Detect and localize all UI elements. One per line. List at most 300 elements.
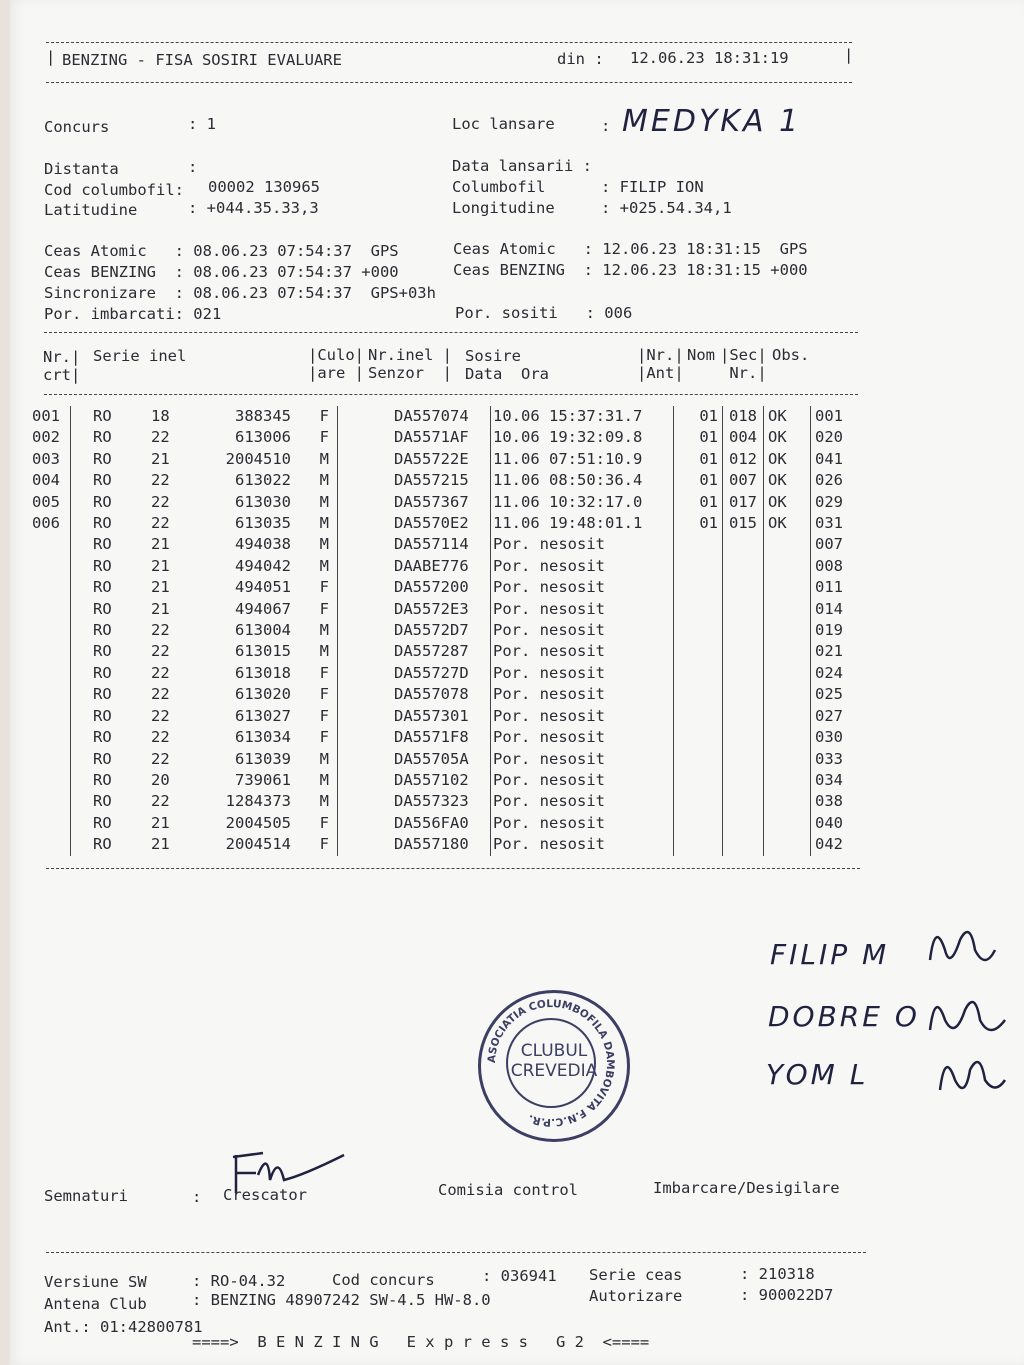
ceas-benzing-end: Ceas BENZING : 12.06.23 18:31:15 +000 bbox=[453, 261, 808, 279]
table-row bbox=[32, 427, 865, 448]
cell-senzor: DA557102 bbox=[338, 770, 491, 791]
table-row bbox=[32, 834, 865, 855]
benzing-express-banner: ====> B E N Z I N G E x p r e s s G 2 <==== bbox=[192, 1333, 650, 1351]
cell-senzor: DA5572E3 bbox=[338, 599, 491, 620]
cell-obs: 008 bbox=[811, 556, 866, 577]
cell-an: 22 bbox=[151, 621, 170, 640]
divider-line bbox=[46, 868, 860, 869]
concurs-label: Concurs bbox=[44, 118, 110, 136]
cell-sosire: 10.06 19:32:09.8 bbox=[491, 427, 674, 448]
cell-nom bbox=[723, 834, 764, 855]
cell-sosire: Por. nesosit bbox=[491, 534, 674, 555]
cell-sec bbox=[764, 534, 811, 555]
col-nr-crt-header: Nr.| crt| bbox=[43, 348, 81, 384]
table-row bbox=[32, 641, 865, 662]
cod-columbofil-value: 00002 130965 bbox=[208, 178, 320, 196]
ceas-benzing-start: Ceas BENZING : 08.06.23 07:54:37 +000 bbox=[44, 263, 399, 281]
cell-an: 22 bbox=[151, 749, 170, 768]
cell-cul: F bbox=[319, 706, 329, 725]
cell-inel: 613006 bbox=[235, 428, 291, 447]
results-table bbox=[32, 406, 865, 856]
cell-sec bbox=[764, 684, 811, 705]
cell-ant bbox=[674, 749, 723, 770]
serie-ceas-label: Serie ceas bbox=[589, 1266, 683, 1284]
cell-nom bbox=[723, 727, 764, 748]
cell-an: 21 bbox=[151, 813, 170, 832]
cell-obs: 026 bbox=[811, 470, 866, 491]
loc-lansare-colon: : bbox=[601, 117, 611, 135]
cod-concurs-label: Cod concurs bbox=[332, 1271, 435, 1289]
semnaturi-colon: : bbox=[192, 1188, 202, 1206]
cell-obs: 014 bbox=[811, 599, 866, 620]
cell-sec bbox=[764, 556, 811, 577]
table-row bbox=[32, 663, 865, 684]
cell-sec bbox=[764, 620, 811, 641]
divider-line bbox=[46, 82, 852, 83]
col-ant-header: |Nr.| |Ant| bbox=[637, 346, 684, 382]
cell-cul: M bbox=[319, 749, 329, 768]
cell-senzor: DA55705A bbox=[338, 749, 491, 770]
cell-obs: 042 bbox=[811, 834, 866, 855]
divider-line bbox=[44, 394, 858, 395]
cell-nom bbox=[723, 534, 764, 555]
cell-senzor: DA55727D bbox=[338, 663, 491, 684]
table-row bbox=[32, 513, 865, 534]
cell-inel: 613027 bbox=[235, 706, 291, 725]
table-row bbox=[32, 749, 865, 770]
cell-tara: RO bbox=[71, 427, 144, 448]
cell-senzor: DA557114 bbox=[338, 534, 491, 555]
cell-sec: OK bbox=[764, 513, 811, 534]
imbarcare-desigilare-label: Imbarcare/Desigilare bbox=[653, 1179, 840, 1197]
header-din-label: din : bbox=[557, 50, 604, 68]
cell-ant: 01 bbox=[674, 513, 723, 534]
cell-obs: 011 bbox=[811, 577, 866, 598]
cell-cul: F bbox=[319, 663, 329, 682]
cell-nr bbox=[32, 663, 71, 684]
crescator-label: Crescator bbox=[223, 1186, 307, 1204]
cell-inel: 613004 bbox=[235, 621, 291, 640]
cell-senzor: DA557287 bbox=[338, 641, 491, 662]
cell-inel: 739061 bbox=[235, 770, 291, 789]
concurs-value: : 1 bbox=[188, 115, 216, 133]
cell-cul: F bbox=[319, 428, 329, 447]
cell-sec bbox=[764, 749, 811, 770]
cod-concurs-value: : 036941 bbox=[482, 1267, 557, 1285]
cell-sosire: Por. nesosit bbox=[491, 577, 674, 598]
cell-cul: M bbox=[319, 556, 329, 575]
cell-an: 21 bbox=[151, 599, 170, 618]
cell-tara: RO bbox=[71, 813, 144, 834]
cell-tara: RO bbox=[71, 534, 144, 555]
cell-sosire: Por. nesosit bbox=[491, 749, 674, 770]
cell-sosire: 11.06 19:48:01.1 bbox=[491, 513, 674, 534]
ceas-atomic-end: Ceas Atomic : 12.06.23 18:31:15 GPS bbox=[453, 240, 808, 258]
cell-senzor: DA556FA0 bbox=[338, 813, 491, 834]
stamp-outer-text: ASOCIATIA COLUMBOFILA DAMBOVITA F.N.C.P.R. bbox=[485, 997, 617, 1129]
loc-lansare-label: Loc lansare bbox=[452, 115, 555, 133]
cell-inel: 494042 bbox=[235, 556, 291, 575]
versiune-sw-value: : RO-04.32 bbox=[192, 1272, 286, 1290]
porumbei-imbarcati: Por. imbarcati: 021 bbox=[44, 305, 222, 323]
handwritten-note-3: YOM L bbox=[766, 1058, 869, 1091]
handwritten-note-1: FILIP M bbox=[770, 938, 890, 971]
cod-columbofil-label: Cod columbofil: bbox=[44, 181, 184, 199]
cell-tara: RO bbox=[71, 834, 144, 855]
table-row bbox=[32, 534, 865, 555]
cell-nr bbox=[32, 599, 71, 620]
cell-ant bbox=[674, 770, 723, 791]
cell-an: 22 bbox=[151, 471, 170, 490]
comisia-control-label: Comisia control bbox=[438, 1181, 578, 1199]
cell-tara: RO bbox=[71, 620, 144, 641]
cell-inel: 2004514 bbox=[225, 835, 291, 854]
cell-nom: 004 bbox=[723, 427, 764, 448]
table-row bbox=[32, 599, 865, 620]
cell-cul: M bbox=[319, 535, 329, 554]
header-title: BENZING - FISA SOSIRI EVALUARE bbox=[62, 51, 342, 69]
cell-tara: RO bbox=[71, 684, 144, 705]
table-row bbox=[32, 684, 865, 705]
cell-inel: 2004505 bbox=[225, 813, 291, 832]
cell-nr: 003 bbox=[32, 449, 60, 468]
cell-cul: M bbox=[319, 792, 329, 811]
cell-nr bbox=[32, 577, 71, 598]
cell-nom: 012 bbox=[723, 449, 764, 470]
cell-inel: 2004510 bbox=[225, 449, 291, 468]
cell-ant bbox=[674, 834, 723, 855]
cell-an: 22 bbox=[151, 492, 170, 511]
cell-ant bbox=[674, 577, 723, 598]
data-lansarii-label: Data lansarii : bbox=[452, 157, 592, 175]
cell-tara: RO bbox=[71, 449, 144, 470]
cell-inel: 613035 bbox=[235, 514, 291, 533]
cell-ant: 01 bbox=[674, 449, 723, 470]
cell-ant bbox=[674, 727, 723, 748]
cell-sosire: Por. nesosit bbox=[491, 641, 674, 662]
cell-nr bbox=[32, 641, 71, 662]
cell-obs: 024 bbox=[811, 663, 866, 684]
cell-an: 21 bbox=[151, 835, 170, 854]
cell-sosire: Por. nesosit bbox=[491, 620, 674, 641]
cell-sec bbox=[764, 791, 811, 812]
cell-sec: OK bbox=[764, 470, 811, 491]
cell-obs: 038 bbox=[811, 791, 866, 812]
header-datetime: 12.06.23 18:31:19 bbox=[630, 49, 789, 67]
table-row bbox=[32, 449, 865, 470]
cell-senzor: DA557074 bbox=[338, 406, 491, 427]
table-row bbox=[32, 813, 865, 834]
cell-sec: OK bbox=[764, 449, 811, 470]
cell-senzor: DA557200 bbox=[338, 577, 491, 598]
cell-ant bbox=[674, 556, 723, 577]
cell-senzor: DAABE776 bbox=[338, 556, 491, 577]
cell-sec bbox=[764, 834, 811, 855]
table-row bbox=[32, 770, 865, 791]
table-row bbox=[32, 406, 865, 427]
cell-cul: M bbox=[319, 471, 329, 490]
stamp-line-1: CLUBUL bbox=[520, 1041, 588, 1061]
cell-sec bbox=[764, 641, 811, 662]
cell-obs: 033 bbox=[811, 749, 866, 770]
cell-cul: M bbox=[319, 642, 329, 661]
cell-senzor: DA5572D7 bbox=[338, 620, 491, 641]
cell-cul: M bbox=[319, 514, 329, 533]
cell-tara: RO bbox=[71, 492, 144, 513]
cell-ant bbox=[674, 641, 723, 662]
cell-ant bbox=[674, 684, 723, 705]
cell-ant bbox=[674, 813, 723, 834]
longitudine-value: : +025.54.34,1 bbox=[601, 199, 732, 217]
cell-ant: 01 bbox=[674, 427, 723, 448]
cell-senzor: DA557301 bbox=[338, 706, 491, 727]
table-row bbox=[32, 727, 865, 748]
cell-inel: 613039 bbox=[235, 749, 291, 768]
cell-sosire: Por. nesosit bbox=[491, 684, 674, 705]
cell-nom bbox=[723, 749, 764, 770]
cell-an: 22 bbox=[151, 685, 170, 704]
cell-obs: 027 bbox=[811, 706, 866, 727]
cell-inel: 494038 bbox=[235, 535, 291, 554]
porumbei-sositi: Por. sositi : 006 bbox=[455, 304, 633, 322]
cell-cul: F bbox=[319, 685, 329, 704]
cell-tara: RO bbox=[71, 599, 144, 620]
club-stamp bbox=[478, 990, 630, 1142]
versiune-sw-label: Versiune SW bbox=[44, 1273, 147, 1291]
handwritten-note-2: DOBRE O bbox=[768, 1000, 920, 1033]
cell-tara: RO bbox=[71, 770, 144, 791]
cell-tara: RO bbox=[71, 663, 144, 684]
cell-nr bbox=[32, 534, 71, 555]
cell-an: 21 bbox=[151, 535, 170, 554]
col-senzor-header: Nr.inel | Senzor | bbox=[368, 346, 452, 382]
cell-sec bbox=[764, 770, 811, 791]
cell-nr: 004 bbox=[32, 471, 60, 490]
cell-tara: RO bbox=[71, 470, 144, 491]
cell-nom: 015 bbox=[723, 513, 764, 534]
cell-inel: 388345 bbox=[235, 407, 291, 425]
cell-obs: 029 bbox=[811, 492, 866, 513]
cell-sosire: 11.06 10:32:17.0 bbox=[491, 492, 674, 513]
cell-sosire: Por. nesosit bbox=[491, 834, 674, 855]
table-row bbox=[32, 492, 865, 513]
cell-senzor: DA557215 bbox=[338, 470, 491, 491]
cell-senzor: DA557078 bbox=[338, 684, 491, 705]
cell-sec bbox=[764, 577, 811, 598]
cell-senzor: DA557323 bbox=[338, 791, 491, 812]
table-row bbox=[32, 470, 865, 491]
distanta-label: Distanta bbox=[44, 160, 119, 178]
cell-sosire: Por. nesosit bbox=[491, 599, 674, 620]
cell-nr: 005 bbox=[32, 492, 60, 511]
distanta-colon: : bbox=[188, 158, 198, 176]
cell-obs: 021 bbox=[811, 641, 866, 662]
cell-an: 21 bbox=[151, 556, 170, 575]
divider-line bbox=[44, 332, 858, 333]
cell-senzor: DA5571F8 bbox=[338, 727, 491, 748]
cell-cul: M bbox=[319, 621, 329, 640]
cell-inel: 494067 bbox=[235, 599, 291, 618]
autorizare-label: Autorizare bbox=[589, 1287, 683, 1305]
cell-nom bbox=[723, 556, 764, 577]
cell-inel: 613020 bbox=[235, 685, 291, 704]
table-row bbox=[32, 577, 865, 598]
ceas-atomic-start: Ceas Atomic : 08.06.23 07:54:37 GPS bbox=[44, 242, 399, 260]
cell-an: 22 bbox=[151, 728, 170, 747]
cell-ant: 01 bbox=[674, 470, 723, 491]
cell-an: 22 bbox=[151, 663, 170, 682]
cell-cul: F bbox=[319, 728, 329, 747]
cell-senzor: DA55722E bbox=[338, 449, 491, 470]
cell-tara: RO bbox=[71, 749, 144, 770]
cell-an: 21 bbox=[151, 449, 170, 468]
sincronizare: Sincronizare : 08.06.23 07:54:37 GPS+03h bbox=[44, 284, 436, 302]
cell-inel: 613030 bbox=[235, 492, 291, 511]
cell-tara: RO bbox=[71, 556, 144, 577]
cell-sosire: Por. nesosit bbox=[491, 727, 674, 748]
cell-sosire: 10.06 15:37:31.7 bbox=[491, 406, 674, 427]
cell-an: 22 bbox=[151, 792, 170, 811]
cell-cul: F bbox=[319, 835, 329, 854]
cell-ant bbox=[674, 791, 723, 812]
cell-nr bbox=[32, 684, 71, 705]
cell-nr bbox=[32, 556, 71, 577]
cell-ant bbox=[674, 706, 723, 727]
stamp-line-2: CREVEDIA bbox=[510, 1061, 598, 1081]
antena-club-label: Antena Club bbox=[44, 1295, 147, 1313]
cell-nom: 007 bbox=[723, 470, 764, 491]
cell-nom bbox=[723, 684, 764, 705]
header-pipe-right: | bbox=[844, 46, 854, 64]
antena-id: Ant.: 01:42800781 bbox=[44, 1318, 203, 1336]
cell-senzor: DA5571AF bbox=[338, 427, 491, 448]
cell-obs: 040 bbox=[811, 813, 866, 834]
cell-nom bbox=[723, 706, 764, 727]
cell-sosire: Por. nesosit bbox=[491, 813, 674, 834]
col-obs-header: Obs. bbox=[772, 346, 810, 364]
cell-obs: 041 bbox=[811, 449, 866, 470]
cell-inel: 1284373 bbox=[225, 792, 291, 811]
cell-sosire: Por. nesosit bbox=[491, 663, 674, 684]
cell-cul: F bbox=[319, 407, 329, 425]
columbofil-label: Columbofil bbox=[452, 178, 546, 196]
col-nom-header: Nom bbox=[687, 346, 715, 364]
cell-nom bbox=[723, 791, 764, 812]
cell-nom bbox=[723, 663, 764, 684]
cell-nr bbox=[32, 813, 71, 834]
cell-obs: 001 bbox=[811, 406, 866, 427]
cell-sec bbox=[764, 599, 811, 620]
cell-ant bbox=[674, 620, 723, 641]
table-row bbox=[32, 556, 865, 577]
cell-nr: 002 bbox=[32, 428, 60, 447]
cell-an: 22 bbox=[151, 706, 170, 725]
cell-an: 21 bbox=[151, 578, 170, 597]
cell-tara: RO bbox=[71, 791, 144, 812]
cell-nom bbox=[723, 577, 764, 598]
cell-nom bbox=[723, 599, 764, 620]
cell-an: 22 bbox=[151, 514, 170, 533]
cell-obs: 025 bbox=[811, 684, 866, 705]
cell-senzor: DA557180 bbox=[338, 834, 491, 855]
cell-nom bbox=[723, 813, 764, 834]
columbofil-value: : FILIP ION bbox=[601, 178, 704, 196]
cell-sec: OK bbox=[764, 427, 811, 448]
autorizare-value: : 900022D7 bbox=[740, 1286, 834, 1304]
cell-obs: 007 bbox=[811, 534, 866, 555]
stamp-center-text bbox=[481, 1041, 627, 1081]
latitudine-value: : +044.35.33,3 bbox=[188, 199, 319, 217]
cell-nr bbox=[32, 791, 71, 812]
cell-an: 22 bbox=[151, 642, 170, 661]
cell-nom bbox=[723, 620, 764, 641]
cell-inel: 613034 bbox=[235, 728, 291, 747]
cell-tara: RO bbox=[71, 577, 144, 598]
cell-sec: OK bbox=[764, 492, 811, 513]
cell-obs: 030 bbox=[811, 727, 866, 748]
cell-obs: 020 bbox=[811, 427, 866, 448]
semnaturi-label: Semnaturi bbox=[44, 1187, 128, 1205]
cell-sosire: Por. nesosit bbox=[491, 791, 674, 812]
cell-tara: RO bbox=[71, 727, 144, 748]
cell-cul: M bbox=[319, 449, 329, 468]
cell-sec: OK bbox=[764, 406, 811, 427]
cell-inel: 494051 bbox=[235, 578, 291, 597]
cell-sec bbox=[764, 663, 811, 684]
cell-an: 22 bbox=[151, 428, 170, 447]
cell-cul: F bbox=[319, 813, 329, 832]
cell-obs: 019 bbox=[811, 620, 866, 641]
cell-inel: 613018 bbox=[235, 663, 291, 682]
cell-nom bbox=[723, 641, 764, 662]
cell-tara: RO bbox=[71, 406, 144, 427]
cell-nr bbox=[32, 620, 71, 641]
col-serie-inel-header: Serie inel bbox=[93, 347, 187, 365]
cell-ant bbox=[674, 599, 723, 620]
cell-ant bbox=[674, 663, 723, 684]
divider-line bbox=[46, 1252, 866, 1253]
antena-club-value: : BENZING 48907242 SW-4.5 HW-8.0 bbox=[192, 1291, 491, 1309]
cell-obs: 034 bbox=[811, 770, 866, 791]
cell-ant: 01 bbox=[674, 406, 723, 427]
cell-inel: 613015 bbox=[235, 642, 291, 661]
cell-tara: RO bbox=[71, 513, 144, 534]
handwritten-initials bbox=[920, 910, 1020, 1100]
serie-ceas-value: : 210318 bbox=[740, 1265, 815, 1283]
cell-sec bbox=[764, 813, 811, 834]
latitudine-label: Latitudine bbox=[44, 201, 138, 219]
cell-inel: 613022 bbox=[235, 471, 291, 490]
cell-an: 18 bbox=[151, 407, 170, 425]
longitudine-label: Longitudine bbox=[452, 199, 555, 217]
cell-nom bbox=[723, 770, 764, 791]
cell-cul: M bbox=[319, 770, 329, 789]
cell-ant bbox=[674, 534, 723, 555]
table-row bbox=[32, 620, 865, 641]
table-row bbox=[32, 706, 865, 727]
cell-senzor: DA5570E2 bbox=[338, 513, 491, 534]
col-sosire-header: Sosire Data Ora bbox=[465, 347, 549, 383]
cell-sosire: 11.06 08:50:36.4 bbox=[491, 470, 674, 491]
cell-nom: 017 bbox=[723, 492, 764, 513]
cell-nr bbox=[32, 749, 71, 770]
cell-cul: F bbox=[319, 599, 329, 618]
cell-nr bbox=[32, 706, 71, 727]
cell-sosire: Por. nesosit bbox=[491, 770, 674, 791]
col-sec-header: |Sec| Nr.| bbox=[720, 346, 767, 382]
cell-nr bbox=[32, 727, 71, 748]
cell-cul: M bbox=[319, 492, 329, 511]
